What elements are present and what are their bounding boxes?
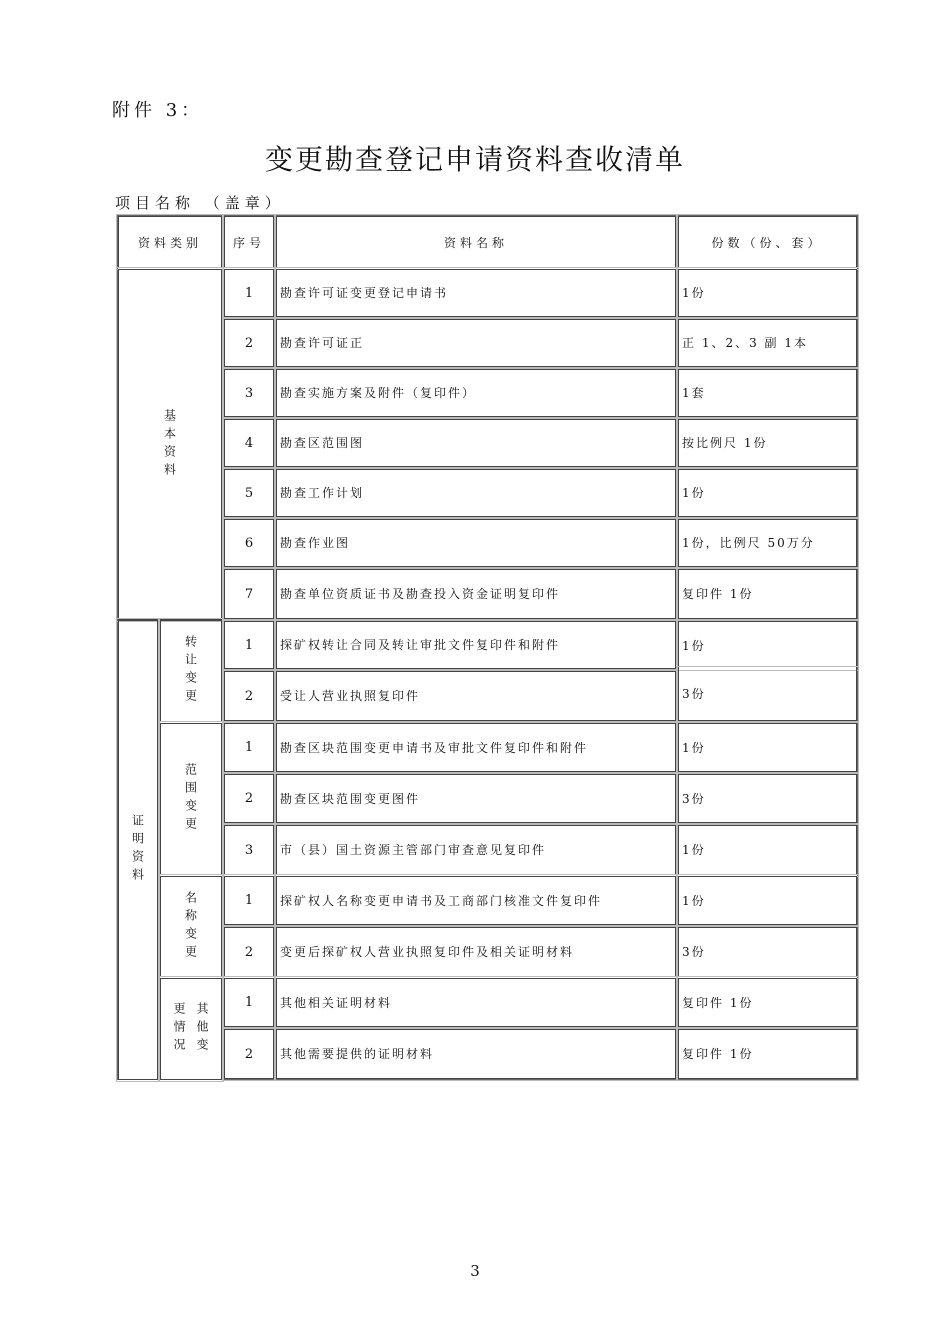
row-name: 勘查许可证变更登记申请书 [276, 269, 676, 317]
row-name: 勘查许可证正 [276, 319, 676, 367]
row-seq: 1 [224, 978, 274, 1027]
annex-label: 附件 3： [112, 100, 204, 121]
row-name: 探矿权转让合同及转让审批文件复印件和附件 [276, 621, 676, 669]
row-name: 其他需要提供的证明材料 [276, 1029, 676, 1079]
row-seq: 2 [224, 319, 274, 367]
row-copies: 1份 [678, 876, 857, 925]
subgroup-name: 名称变更 [160, 876, 222, 977]
checklist-table [117, 215, 858, 1080]
row-seq: 2 [224, 927, 274, 977]
subgroup-other-line1: 更情况 [172, 1002, 186, 1056]
row-copies: 1份 [678, 621, 857, 669]
group-proof: 证明资料 [118, 620, 158, 1080]
row-seq: 2 [224, 671, 274, 721]
row-copies: 正 1、2、3 副 1本 [678, 319, 857, 367]
row-copies: 复印件 1份 [678, 569, 857, 619]
header-seq: 序号 [224, 216, 274, 268]
project-name-label: 项目名称 （盖章） [115, 194, 285, 212]
row-name: 勘查区块范围变更图件 [276, 774, 676, 823]
row-seq: 7 [224, 569, 274, 619]
row-copies: 复印件 1份 [678, 1029, 857, 1079]
row-seq: 2 [224, 774, 274, 823]
row-name: 变更后探矿权人营业执照复印件及相关证明材料 [276, 927, 676, 977]
row-name: 勘查区范围图 [276, 419, 676, 467]
group-basic: 基本资料 [118, 269, 222, 620]
row-seq: 6 [224, 519, 274, 567]
row-name: 受让人营业执照复印件 [276, 671, 676, 721]
row-name: 勘查作业图 [276, 519, 676, 567]
row-name: 勘查单位资质证书及勘查投入资金证明复印件 [276, 569, 676, 619]
row-seq: 1 [224, 621, 274, 669]
row-copies: 1份 [678, 269, 857, 317]
row-copies: 按比例尺 1份 [678, 419, 857, 467]
header-copies: 份数（份、套） [678, 216, 857, 268]
subgroup-other-line2: 其他变 [195, 1002, 209, 1056]
row-copies: 3份 [678, 927, 857, 977]
row-copies: 3份 [678, 668, 857, 721]
row-copies: 3份 [678, 774, 857, 823]
row-seq: 2 [224, 1029, 274, 1079]
row-name: 市（县）国土资源主管部门审查意见复印件 [276, 825, 676, 875]
row-name: 探矿权人名称变更申请书及工商部门核准文件复印件 [276, 876, 676, 925]
row-copies: 1份，比例尺 50万分 [678, 519, 857, 567]
row-copies: 1份 [678, 723, 857, 772]
row-copies: 1份 [678, 469, 857, 517]
header-category: 资料类别 [118, 216, 222, 268]
row-seq: 3 [224, 369, 274, 417]
row-seq: 1 [224, 269, 274, 317]
row-seq: 4 [224, 419, 274, 467]
header-name: 资料名称 [276, 216, 676, 268]
row-name: 勘查区块范围变更申请书及审批文件复印件和附件 [276, 723, 676, 772]
row-seq: 1 [224, 876, 274, 925]
row-copies: 复印件 1份 [678, 978, 857, 1027]
row-copies: 1份 [678, 825, 857, 875]
row-seq: 3 [224, 825, 274, 875]
subgroup-transfer: 转让变更 [160, 620, 222, 722]
row-name: 勘查实施方案及附件（复印件） [276, 369, 676, 417]
row-seq: 1 [224, 723, 274, 772]
subgroup-range: 范围变更 [160, 723, 222, 875]
row-name: 其他相关证明材料 [276, 978, 676, 1027]
subgroup-other [160, 978, 222, 1080]
row-name: 勘查工作计划 [276, 469, 676, 517]
page-number: 3 [470, 1262, 480, 1280]
row-seq: 5 [224, 469, 274, 517]
page-title: 变更勘查登记申请资料查收清单 [264, 143, 685, 176]
row-copies: 1套 [678, 369, 857, 417]
